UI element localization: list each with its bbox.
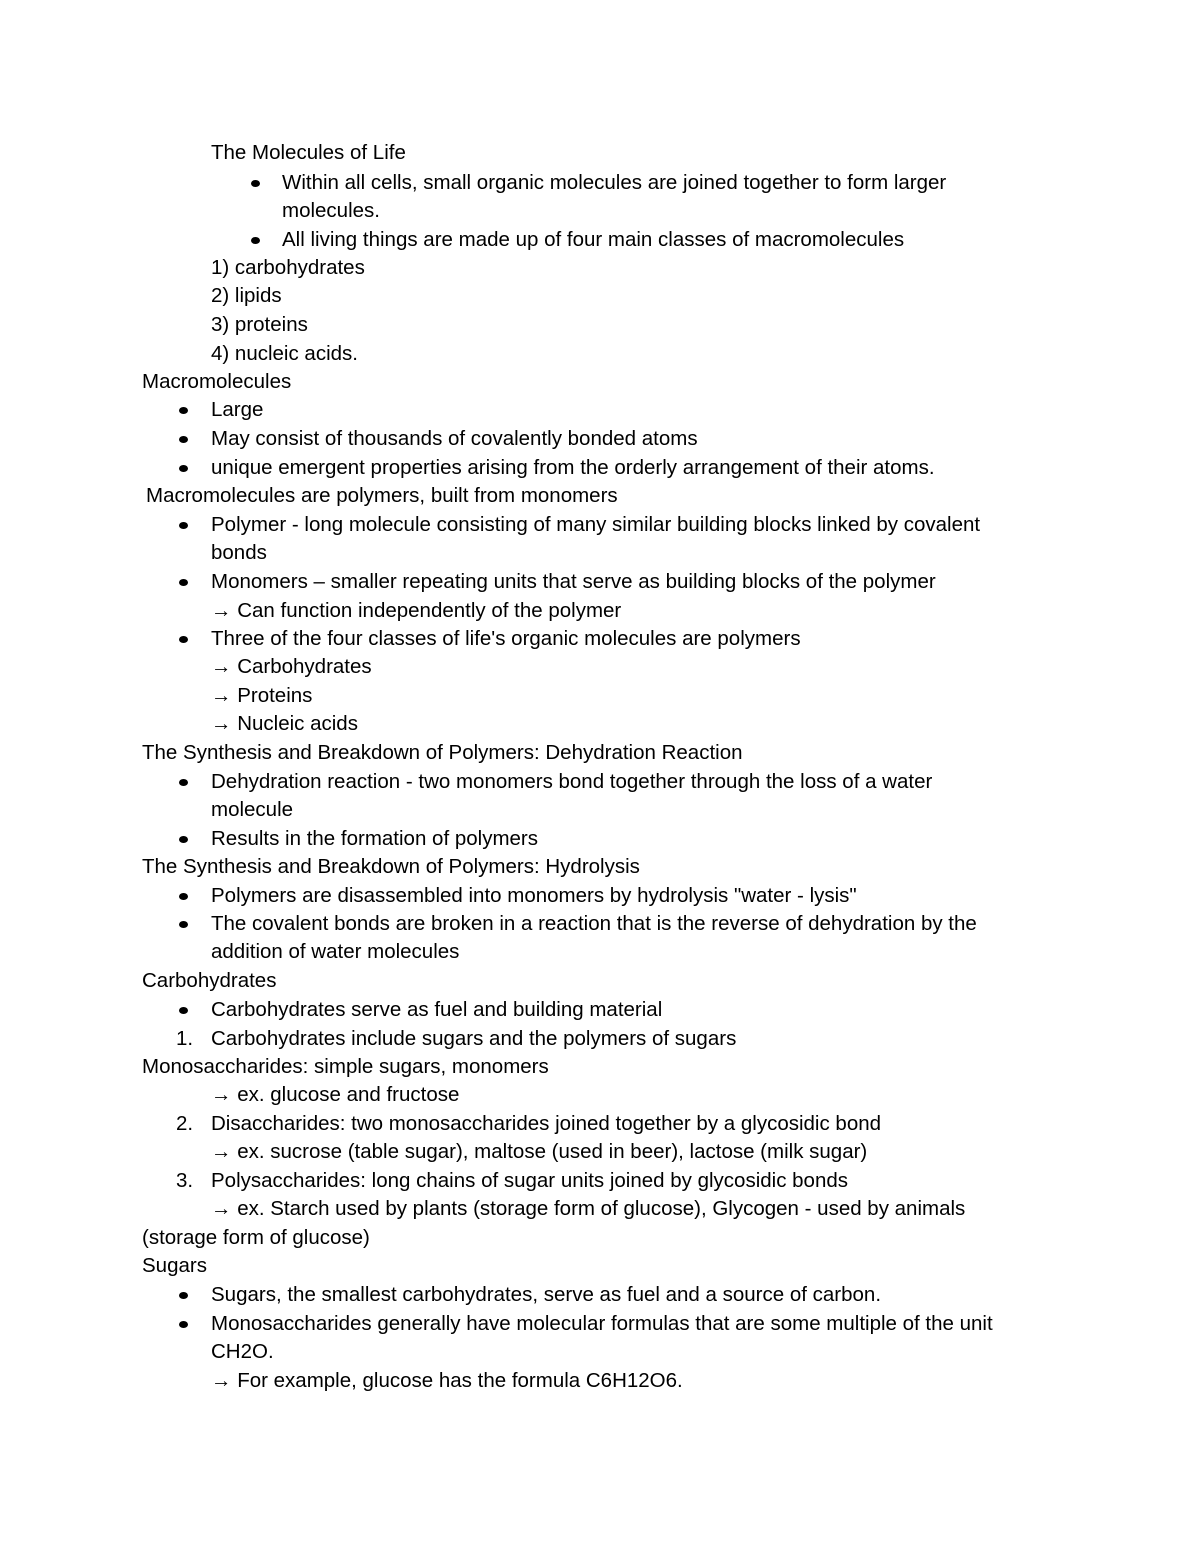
section-title-polymers: Macromolecules are polymers, built from monomers	[146, 484, 618, 507]
text-line: → Nucleic acids	[211, 712, 358, 735]
bullet-icon	[179, 779, 188, 786]
text-line: Results in the formation of polymers	[211, 827, 538, 850]
text-line: unique emergent properties arising from the orderly arrangement of their atoms.	[211, 456, 935, 479]
text-line: bonds	[211, 541, 267, 564]
bullet-icon	[179, 1321, 188, 1328]
text-line: Polymers are disassembled into monomers by hydrolysis "water - lysis"	[211, 884, 857, 907]
bullet-icon	[179, 921, 188, 928]
section-title-carbohydrates: Carbohydrates	[142, 969, 277, 992]
section-title-sugars: Sugars	[142, 1254, 207, 1277]
bullet-icon	[179, 893, 188, 900]
text-line: CH2O.	[211, 1340, 274, 1363]
text-line: All living things are made up of four main classes of macromolecules	[282, 228, 905, 251]
bullet-icon	[179, 436, 188, 443]
text-line: → Can function independently of the polymer	[211, 599, 622, 622]
list-number: 1.	[176, 1027, 194, 1050]
list-item: 1) carbohydrates	[211, 256, 365, 279]
text-line: Dehydration reaction - two monomers bond together through the loss of a water	[211, 770, 933, 793]
bullet-icon	[251, 180, 260, 187]
list-item: 3) proteins	[211, 313, 308, 336]
text-line: Large	[211, 398, 264, 421]
section-title-molecules-of-life: The Molecules of Life	[211, 141, 406, 164]
text-line: Monomers – smaller repeating units that serve as building blocks of the polymer	[211, 570, 936, 593]
bullet-icon	[179, 407, 188, 414]
text-line: Carbohydrates serve as fuel and building material	[211, 998, 663, 1021]
list-number: 2.	[176, 1112, 194, 1135]
text-line: → ex. sucrose (table sugar), maltose (used in beer), lactose (milk sugar)	[211, 1140, 868, 1163]
text-line: The covalent bonds are broken in a reaction that is the reverse of dehydration by the	[211, 912, 977, 935]
text-line: addition of water molecules	[211, 940, 460, 963]
list-number: 3.	[176, 1169, 194, 1192]
text-line: Polymer - long molecule consisting of many similar building blocks linked by covalent	[211, 513, 981, 536]
bullet-icon	[179, 836, 188, 843]
bullet-icon	[179, 522, 188, 529]
text-line: Within all cells, small organic molecules are joined together to form larger	[282, 171, 947, 194]
text-line: Disaccharides: two monosaccharides joined together by a glycosidic bond	[211, 1112, 882, 1135]
bullet-icon	[179, 1292, 188, 1299]
text-line: Carbohydrates include sugars and the polymers of sugars	[211, 1027, 737, 1050]
list-item: 4) nucleic acids.	[211, 342, 358, 365]
text-line: molecules.	[282, 199, 380, 222]
text-line: → ex. Starch used by plants (storage form of glucose), Glycogen - used by animals	[211, 1197, 966, 1220]
text-line: May consist of thousands of covalently bonded atoms	[211, 427, 698, 450]
text-line: Polysaccharides: long chains of sugar units joined by glycosidic bonds	[211, 1169, 849, 1192]
bullet-icon	[179, 579, 188, 586]
text-line: → ex. glucose and fructose	[211, 1083, 460, 1106]
text-line: → Proteins	[211, 684, 313, 707]
section-title-macromolecules: Macromolecules	[142, 370, 292, 393]
text-line: → Carbohydrates	[211, 655, 372, 678]
section-title-hydrolysis: The Synthesis and Breakdown of Polymers: Hydrolysis	[142, 855, 640, 878]
text-line: Monosaccharides: simple sugars, monomers	[142, 1055, 549, 1078]
text-line: (storage form of glucose)	[142, 1226, 370, 1249]
text-line: molecule	[211, 798, 294, 821]
bullet-icon	[179, 636, 188, 643]
bullet-icon	[251, 237, 260, 244]
section-title-dehydration: The Synthesis and Breakdown of Polymers: Dehydration Reaction	[142, 741, 743, 764]
list-item: 2) lipids	[211, 284, 282, 307]
text-line: → For example, glucose has the formula C6H12O6.	[211, 1369, 683, 1392]
bullet-icon	[179, 465, 188, 472]
bullet-icon	[179, 1007, 188, 1014]
text-line: Monosaccharides generally have molecular formulas that are some multiple of the unit	[211, 1312, 993, 1335]
text-line: Sugars, the smallest carbohydrates, serve as fuel and a source of carbon.	[211, 1283, 882, 1306]
text-line: Three of the four classes of life's organic molecules are polymers	[211, 627, 801, 650]
